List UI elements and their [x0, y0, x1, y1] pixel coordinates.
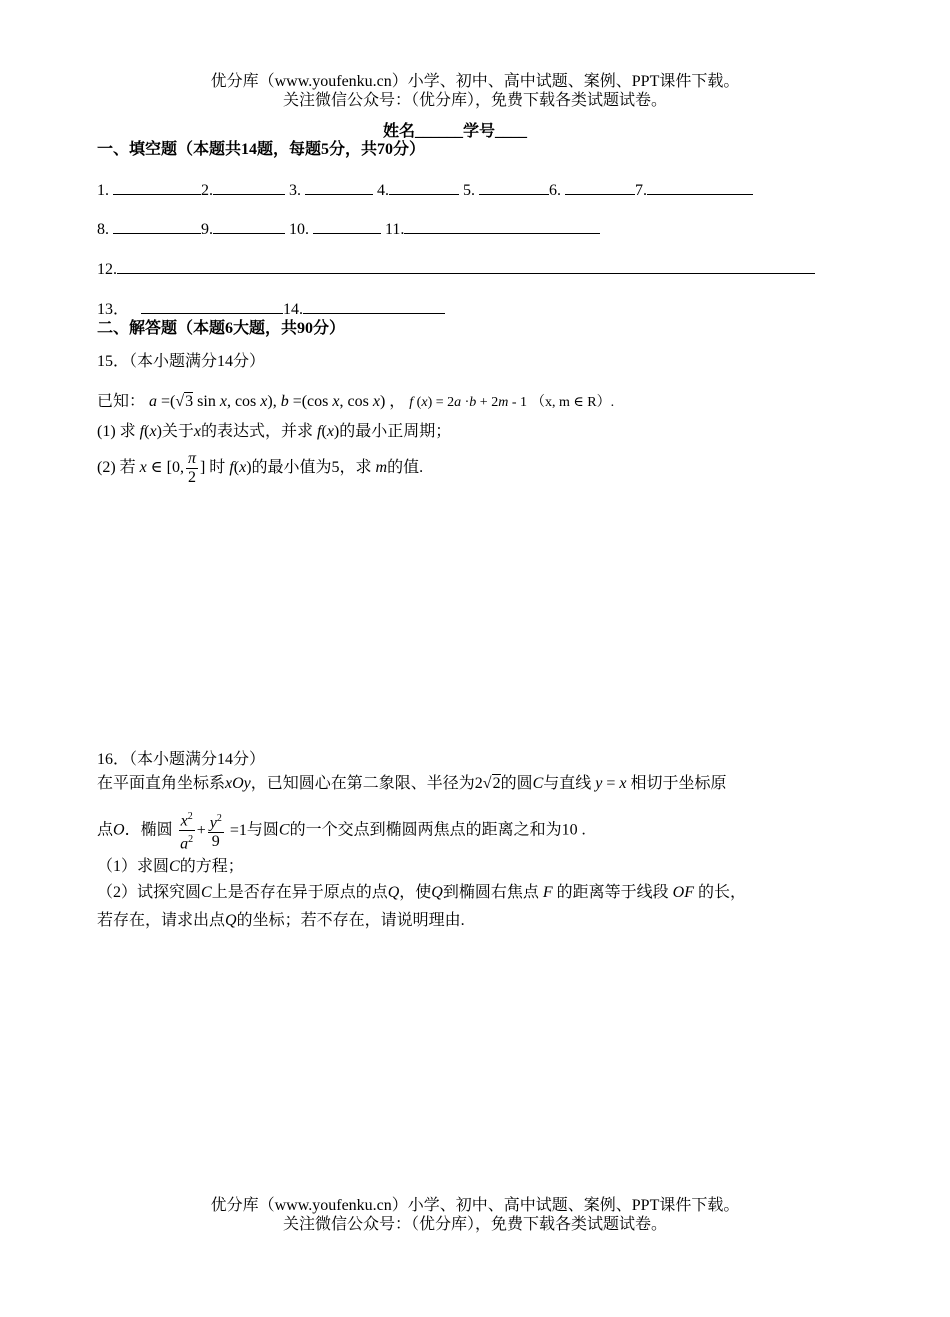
q15-given-domain: （x, m ∈ R）.: [531, 395, 615, 410]
q15-part2-suffix: 的最小值为5，求: [251, 459, 372, 477]
q16-p2-b: ．椭圆: [124, 821, 173, 839]
q15-part1-prefix: (1) 求: [97, 423, 136, 440]
q15-part2-mid: 时: [209, 459, 226, 477]
answer-blank-13[interactable]: [141, 299, 283, 314]
q16-para-1: [97, 774, 727, 794]
blank-label-7: 7.: [635, 182, 647, 199]
q16-part2-b: 上是否存在异于原点的点: [211, 884, 388, 901]
answer-blank-11[interactable]: [404, 219, 600, 234]
q16-line-eq: y = x: [595, 775, 627, 792]
q16-p1-c: 的圆: [500, 775, 533, 792]
q16-p1-b: ，已知圆心在第二象限、半径为: [250, 775, 475, 792]
section-2-title: 二、解答题（本题6大题，共90分）: [97, 320, 346, 337]
q16-F: F: [542, 884, 553, 901]
blank-label-5: 5.: [463, 182, 475, 199]
q15-fx: f(x): [139, 423, 162, 440]
q16-part-2-line-2: [97, 911, 465, 931]
q15-part1-end: 的最小正周期；: [339, 423, 452, 440]
q15-given-prefix: 已知：: [97, 393, 146, 410]
answer-blank-2[interactable]: [213, 180, 285, 195]
q16-radius: 2√2: [474, 775, 501, 792]
q16-OF: OF: [672, 884, 694, 901]
q16-p1-a: 在平面直角坐标系: [97, 775, 226, 792]
header-line-1: 优分库（www.youfenku.cn）小学、初中、高中试题、案例、PPT课件下载。: [210, 73, 740, 90]
q16-p2-a: 点: [97, 821, 114, 839]
q16-p2-d: 的一个交点到椭圆两焦点的距离之和为: [289, 821, 562, 839]
q16-C-4: C: [201, 884, 212, 901]
q15-given: 已知： a =(√3 sin x, cos x), b =(cos x, cos x) ， f (x) = 2a ·b + 2m - 1 （x, m ∈ R）.: [97, 393, 615, 410]
blank-row-1: [97, 180, 753, 201]
answer-blank-4[interactable]: [389, 180, 459, 195]
footer-line-1: 优分库（www.youfenku.cn）小学、初中、高中试题、案例、PPT课件下载。: [210, 1197, 740, 1214]
blank-label-6: 6.: [549, 182, 561, 199]
footer-line-2: 关注微信公众号：（优分库），免费下载各类试题试卷。: [282, 1216, 667, 1233]
answer-blank-1[interactable]: [113, 180, 201, 195]
q15-fx-2: f(x): [317, 423, 340, 440]
q16-Q-3: Q: [225, 912, 237, 929]
answer-blank-6[interactable]: [565, 180, 635, 195]
blank-row-2: [97, 219, 600, 240]
blank-row-4: [97, 299, 445, 320]
q16-distance-10: 10 .: [561, 821, 586, 839]
q16-part2-c: ，使: [399, 884, 432, 901]
q16-heading: 16．（本小题满分14分）: [97, 751, 266, 768]
q16-Q: Q: [387, 884, 400, 901]
q16-p2-c: 与圆: [246, 821, 279, 839]
q15-part2-prefix: (2) 若: [97, 459, 136, 477]
q16-part2-d: 到椭圆右焦点: [442, 884, 539, 901]
q16-p1-d: 与直线: [543, 775, 592, 792]
q16-p1-e: 相切于坐标原: [630, 775, 727, 792]
section-1-title: 一、填空题（本题共14题，每题5分，共70分）: [97, 141, 426, 158]
blank-label-10: 10.: [289, 221, 309, 238]
blank-label-11: 11.: [385, 221, 405, 238]
q15-part-1: [97, 422, 451, 442]
blank-row-3: [97, 259, 815, 280]
q15-vector-formula: a =(√3 sin x, cos x), b =(cos x, cos x): [149, 393, 386, 410]
blank-label-8: 8.: [97, 221, 109, 238]
q16-part2-a: （2）试探究圆: [97, 884, 202, 901]
answer-blank-3[interactable]: [305, 180, 373, 195]
q16-part1-suffix: 的方程；: [179, 858, 244, 875]
answer-blank-14[interactable]: [303, 299, 445, 314]
q16-part-1: [97, 857, 244, 877]
q16-part1-prefix: （1）求圆: [97, 858, 170, 875]
answer-blank-8[interactable]: [113, 219, 201, 234]
blank-label-3: 3.: [289, 182, 301, 199]
header-line-2: 关注微信公众号：（优分库），免费下载各类试题试卷。: [282, 92, 667, 109]
q16-part-2: [97, 883, 746, 903]
answer-blank-12[interactable]: [117, 259, 815, 274]
answer-blank-9[interactable]: [213, 219, 285, 234]
q15-part-2: [97, 450, 423, 487]
blank-label-12: 12.: [97, 261, 117, 278]
blank-label-14: 14.: [283, 301, 304, 318]
q16-C: C: [532, 775, 544, 792]
q15-heading: 15．（本小题满分14分）: [97, 353, 266, 370]
q15-m: m: [375, 459, 388, 477]
blank-label-2: 2.: [201, 182, 213, 199]
q16-part2-line2-a: 若存在，请求出点: [97, 912, 226, 929]
answer-blank-7[interactable]: [647, 180, 753, 195]
q15-part2-end: 的值.: [387, 459, 424, 477]
answer-blank-5[interactable]: [479, 180, 549, 195]
q16-part2-f: 的长，: [697, 884, 746, 901]
q16-O: O: [113, 821, 125, 839]
q15-x: x: [193, 423, 202, 440]
q16-para-2: [97, 808, 586, 854]
blank-label-13: 13．: [97, 301, 130, 318]
q15-function-formula: f (x) = 2a ·b + 2m - 1: [409, 395, 527, 410]
answer-blank-10[interactable]: [313, 219, 381, 234]
q16-Q-2: Q: [431, 884, 443, 901]
q16-C-3: C: [169, 858, 180, 875]
q15-fx-3: f(x): [229, 459, 252, 477]
name-id-line: 姓名______学号____: [383, 123, 528, 140]
blank-label-9: 9.: [201, 221, 213, 238]
q16-xoy: xOy: [225, 775, 251, 792]
q16-ellipse-eq: $\frac{x^2}{a^2}$ + $\frac{y^2}{9}$ =1: [177, 822, 247, 839]
blank-label-1: 1.: [97, 182, 109, 199]
q15-interval: x ∈ [0, $\frac{\pi}{2}$ ]: [139, 450, 206, 486]
q15-part1-mid: 关于: [161, 423, 194, 440]
q16-part2-e: 的距离等于线段: [556, 884, 669, 901]
blank-label-4: 4.: [377, 182, 389, 199]
q15-part1-suffix: 的表达式，并求: [201, 423, 314, 440]
q16-C-2: C: [278, 821, 290, 839]
q16-part2-line2-b: 的坐标；若不存在，请说明理由.: [236, 912, 465, 929]
